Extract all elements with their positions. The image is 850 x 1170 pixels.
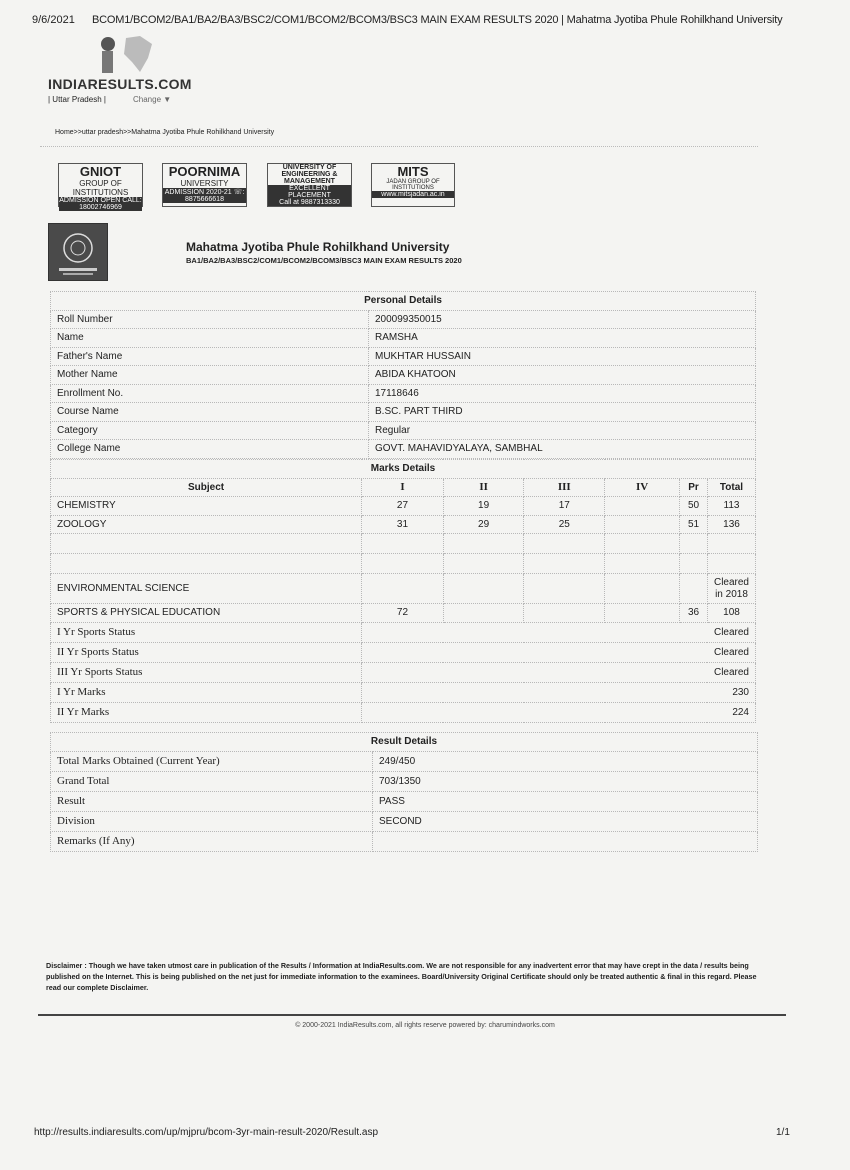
status-value: 224 <box>362 702 756 722</box>
total-cell: 108 <box>707 604 755 623</box>
divider <box>38 1014 786 1016</box>
field-value: RAMSHA <box>369 329 756 348</box>
status-value: Cleared <box>362 622 756 642</box>
print-footer-url: http://results.indiaresults.com/up/mjpru/bcom-3yr-main-result-2020/Result.asp <box>34 1127 379 1138</box>
status-label: I Yr Marks <box>51 682 362 702</box>
table-row <box>51 421 756 440</box>
column-header: IV <box>605 478 680 497</box>
exam-title: BA1/BA2/BA3/BSC2/COM1/BCOM2/BCOM3/BSC3 MAIN EXAM RESULTS 2020 <box>186 256 462 265</box>
table-row <box>51 329 756 348</box>
table-row-empty <box>51 534 756 554</box>
ad-name: POORNIMA <box>168 164 241 179</box>
mark-cell: 27 <box>362 497 444 516</box>
field-label: Result <box>51 791 373 811</box>
table-row <box>51 771 758 791</box>
table-row-empty <box>51 554 756 574</box>
ad-tagline: UNIVERSITY <box>180 179 229 188</box>
field-value <box>373 831 758 851</box>
field-label: Total Marks Obtained (Current Year) <box>51 751 373 771</box>
change-state-link[interactable]: Change ▼ <box>133 95 172 104</box>
ad-tagline: JADAN GROUP OF INSTITUTIONS <box>386 179 440 191</box>
field-value: 17118646 <box>369 384 756 403</box>
ad-contact: ADMISSION OPEN CALL: 18002746969 <box>59 197 142 211</box>
subject-name: ENVIRONMENTAL SCIENCE <box>51 574 362 604</box>
site-logo-text[interactable]: INDIARESULTS.COM <box>48 76 192 92</box>
table-row <box>51 310 756 329</box>
field-value: MUKHTAR HUSSAIN <box>369 347 756 366</box>
table-row <box>51 574 756 604</box>
subject-name: SPORTS & PHYSICAL EDUCATION <box>51 604 362 623</box>
total-cell: Cleared in 2018 <box>707 574 755 604</box>
table-row <box>51 384 756 403</box>
field-value: 200099350015 <box>369 310 756 329</box>
mark-cell: 19 <box>443 497 524 516</box>
column-header: Total <box>707 478 755 497</box>
print-page-number: 1/1 <box>776 1127 790 1138</box>
table-row <box>51 497 756 516</box>
table-row <box>51 791 758 811</box>
table-row <box>51 642 756 662</box>
status-value: Cleared <box>362 642 756 662</box>
table-row <box>51 831 758 851</box>
field-value: 703/1350 <box>373 771 758 791</box>
field-label: Enrollment No. <box>51 384 369 403</box>
field-label: Remarks (If Any) <box>51 831 373 851</box>
subject-name: CHEMISTRY <box>51 497 362 516</box>
breadcrumb[interactable]: Home>>uttar pradesh>>Mahatma Jyotiba Phule Rohilkhand University <box>55 129 275 136</box>
column-header: II <box>443 478 524 497</box>
status-value: 230 <box>362 682 756 702</box>
personal-details-table <box>50 291 756 459</box>
table-row <box>51 662 756 682</box>
state-label: | Uttar Pradesh | <box>48 95 106 104</box>
result-details-table <box>50 732 758 852</box>
university-name: Mahatma Jyotiba Phule Rohilkhand University <box>186 240 450 254</box>
table-row <box>51 622 756 642</box>
column-header: I <box>362 478 444 497</box>
status-label: I Yr Sports Status <box>51 622 362 642</box>
total-cell: 136 <box>707 515 755 534</box>
mark-cell: 31 <box>362 515 444 534</box>
field-value: 249/450 <box>373 751 758 771</box>
field-value: ABIDA KHATOON <box>369 366 756 385</box>
table-row <box>51 682 756 702</box>
field-label: Grand Total <box>51 771 373 791</box>
column-header: Pr <box>680 478 708 497</box>
field-label: Name <box>51 329 369 348</box>
ad-banner-gniot[interactable] <box>58 163 143 211</box>
column-header: Subject <box>51 478 362 497</box>
mark-cell: 29 <box>443 515 524 534</box>
ad-contact: Call at 9887313330 <box>268 199 351 206</box>
column-header: III <box>524 478 605 497</box>
table-row <box>51 403 756 422</box>
subject-name: ZOOLOGY <box>51 515 362 534</box>
field-value: PASS <box>373 791 758 811</box>
ad-name: UNIVERSITY OF ENGINEERING & MANAGEMENT <box>281 164 338 185</box>
mark-cell: 51 <box>680 515 708 534</box>
ad-name: GNIOT <box>79 164 122 179</box>
ad-contact: www.mitsjadan.ac.in <box>372 191 454 198</box>
print-date: 9/6/2021 <box>32 14 75 26</box>
personal-details-heading: Personal Details <box>51 292 756 311</box>
table-row <box>51 440 756 459</box>
disclaimer-text: Disclaimer : Though we have taken utmost care in publication of the Results / Information at IndiaResults.com. We are not responsible for any inadvertent error that may have crept in the data / results being published on the Internet. This is being published on the net just for immediate information to the examinees. Board/University Original Certificate should only be treated authentic & final in this regard. Please read our complete Disclaimer. <box>46 961 757 992</box>
mark-cell: 25 <box>524 515 605 534</box>
mark-cell <box>605 515 680 534</box>
table-row <box>51 366 756 385</box>
mark-cell: 72 <box>362 604 444 623</box>
mark-cell: 36 <box>680 604 708 623</box>
mark-cell <box>605 497 680 516</box>
mark-cell: 50 <box>680 497 708 516</box>
status-label: II Yr Marks <box>51 702 362 722</box>
print-title: BCOM1/BCOM2/BA1/BA2/BA3/BSC2/COM1/BCOM2/BCOM3/BSC3 MAIN EXAM RESULTS 2020 | Mahatma Jyotiba Phule Rohilkhand University <box>92 14 783 26</box>
marks-details-heading: Marks Details <box>51 460 756 479</box>
field-label: Mother Name <box>51 366 369 385</box>
field-label: Course Name <box>51 403 369 422</box>
mark-cell: 17 <box>524 497 605 516</box>
field-label: Roll Number <box>51 310 369 329</box>
field-label: Category <box>51 421 369 440</box>
field-label: Father's Name <box>51 347 369 366</box>
ad-banner-poornima[interactable] <box>162 163 247 207</box>
table-row <box>51 751 758 771</box>
field-value: GOVT. MAHAVIDYALAYA, SAMBHAL <box>369 440 756 459</box>
field-label: Division <box>51 811 373 831</box>
status-label: III Yr Sports Status <box>51 662 362 682</box>
divider <box>40 146 758 147</box>
field-value: B.SC. PART THIRD <box>369 403 756 422</box>
table-row <box>51 515 756 534</box>
ad-contact: ADMISSION 2020-21 ☏: 8875666618 <box>164 189 245 203</box>
status-value: Cleared <box>362 662 756 682</box>
ad-tagline: GROUP OF INSTITUTIONS <box>72 179 129 197</box>
ad-name: MITS <box>397 164 429 179</box>
total-cell: 113 <box>707 497 755 516</box>
copyright-text: © 2000-2021 IndiaResults.com, all rights reserve powered by: charumindworks.com <box>295 1022 555 1029</box>
field-value: SECOND <box>373 811 758 831</box>
university-emblem-icon <box>48 223 108 281</box>
table-row <box>51 347 756 366</box>
table-row <box>51 702 756 722</box>
ad-banner-uem[interactable] <box>267 163 352 207</box>
ad-tagline: EXCELLENT PLACEMENT <box>268 185 351 199</box>
result-details-heading: Result Details <box>51 733 758 752</box>
table-row <box>51 604 756 623</box>
status-label: II Yr Sports Status <box>51 642 362 662</box>
field-label: College Name <box>51 440 369 459</box>
table-row <box>51 811 758 831</box>
indiaresults-logo-icon[interactable] <box>96 34 158 76</box>
field-value: Regular <box>369 421 756 440</box>
ad-banner-mits[interactable] <box>371 163 455 207</box>
marks-details-table <box>50 459 756 723</box>
